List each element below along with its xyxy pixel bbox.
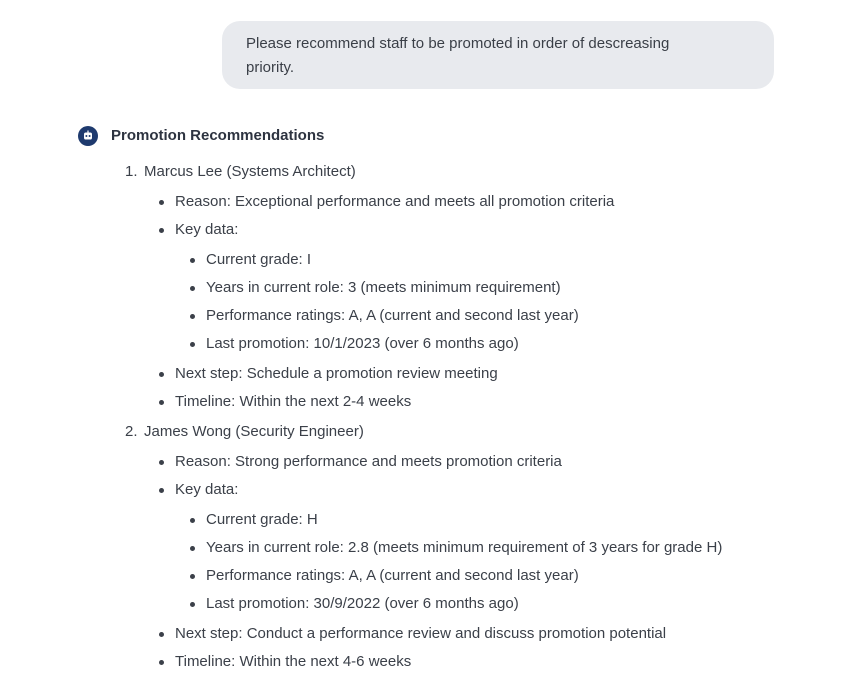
user-message-text-line1: Please recommend staff to be promoted in order of descreasing — [246, 35, 670, 52]
bullet-dot — [190, 314, 195, 319]
candidate-name: Marcus Lee (Systems Architect) — [144, 163, 356, 180]
key-data-item: Performance ratings: A, A (current and second last year) — [206, 307, 579, 324]
bullet-dot — [159, 228, 164, 233]
robot-icon — [78, 126, 98, 146]
candidate-timeline: Timeline: Within the next 2-4 weeks — [175, 393, 412, 410]
candidate-reason: Reason: Strong performance and meets promotion criteria — [175, 453, 562, 470]
candidate-number: 2. — [125, 423, 138, 440]
candidate-number: 1. — [125, 163, 138, 180]
bullet-dot — [190, 342, 195, 347]
bullet-dot — [159, 372, 164, 377]
candidate-name: James Wong (Security Engineer) — [144, 423, 364, 440]
key-data-item: Current grade: I — [206, 251, 312, 268]
bullet-dot — [190, 518, 195, 523]
candidate-timeline: Timeline: Within the next 4-6 weeks — [175, 653, 412, 670]
user-message-bubble — [222, 21, 774, 89]
key-data-item: Years in current role: 3 (meets minimum requirement) — [206, 279, 561, 296]
bullet-dot — [190, 574, 195, 579]
bullet-dot — [159, 660, 164, 665]
key-data-label: Key data: — [175, 221, 239, 238]
key-data-item: Last promotion: 10/1/2023 (over 6 months ago) — [206, 335, 519, 352]
bullet-dot — [190, 286, 195, 291]
bullet-dot — [159, 400, 164, 405]
bullet-dot — [159, 488, 164, 493]
bullet-dot — [159, 632, 164, 637]
bullet-dot — [159, 460, 164, 465]
key-data-label: Key data: — [175, 481, 239, 498]
candidate-next-step: Next step: Conduct a performance review and discuss promotion potential — [175, 625, 667, 642]
key-data-item: Current grade: H — [206, 511, 318, 528]
candidate-next-step: Next step: Schedule a promotion review meeting — [175, 365, 498, 382]
response-heading: Promotion Recommendations — [111, 127, 325, 144]
key-data-item: Years in current role: 2.8 (meets minimum requirement of 3 years for grade H) — [206, 539, 723, 556]
bullet-dot — [190, 602, 195, 607]
user-message-text-line2: priority. — [246, 59, 295, 76]
bullet-dot — [159, 200, 164, 205]
key-data-item: Performance ratings: A, A (current and second last year) — [206, 567, 579, 584]
bullet-dot — [190, 258, 195, 263]
bullet-dot — [190, 546, 195, 551]
candidate-reason: Reason: Exceptional performance and meets all promotion criteria — [175, 193, 615, 210]
key-data-item: Last promotion: 30/9/2022 (over 6 months ago) — [206, 595, 519, 612]
